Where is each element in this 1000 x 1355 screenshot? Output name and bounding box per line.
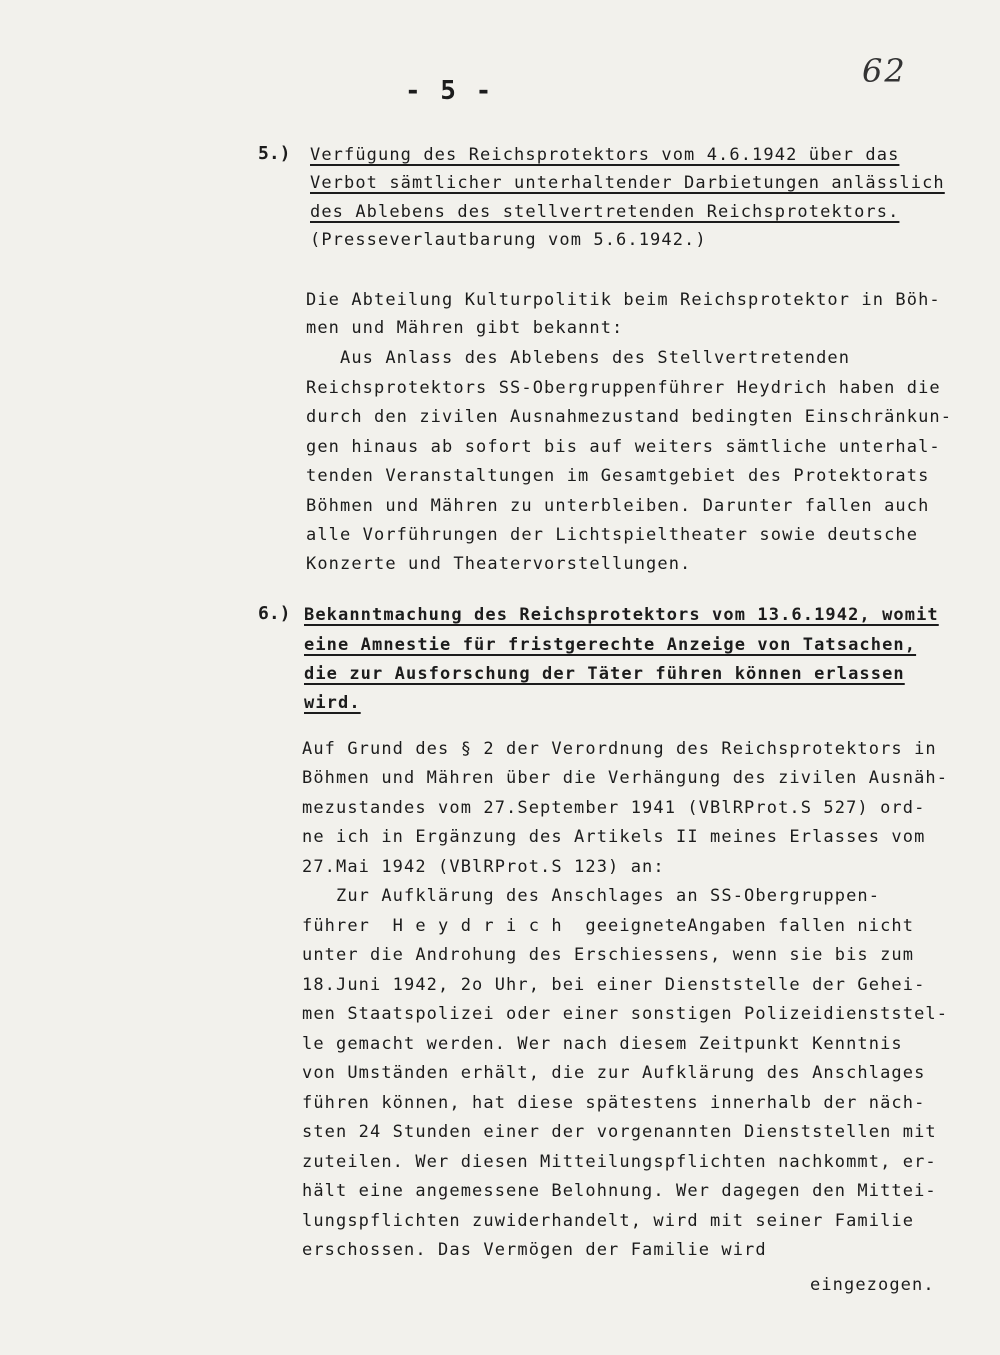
section-6-title-line: wird.	[304, 693, 361, 713]
section-5-number: 5.)	[258, 143, 291, 164]
section-6-body-line: Zur Aufklärung des Anschlages an SS-Obergruppen-	[302, 886, 881, 906]
section-6-intro-line: 27.Mai 1942 (VBlRProt.S 123) an:	[302, 857, 665, 877]
section-5-body-line: tenden Veranstaltungen im Gesamtgebiet des Protektorats	[306, 466, 930, 486]
section-5-intro-line: Die Abteilung Kulturpolitik beim Reichsprotektor in Böh-	[306, 290, 941, 310]
section-6-body-line: zuteilen. Wer diesen Mitteilungspflichten nachkommt, er-	[302, 1152, 937, 1172]
section-5-title-line: des Ablebens des stellvertretenden Reichsprotektors.	[310, 202, 900, 222]
section-5-title-line: Verbot sämtlicher unterhaltender Darbietungen anlässlich	[310, 173, 945, 193]
section-5-intro-line: men und Mähren gibt bekannt:	[306, 318, 624, 338]
section-6-title-line: Bekanntmachung des Reichsprotektors vom 13.6.1942, womit	[304, 605, 939, 625]
section-6-body-line: le gemacht werden. Wer nach diesem Zeitpunkt Kenntnis	[302, 1034, 903, 1054]
section-6-body-line: führer H e y d r i c h geeigneteAngaben fallen nicht	[302, 916, 915, 936]
section-6-intro-line: mezustandes vom 27.September 1941 (VBlRProt.S 527) ord-	[302, 798, 926, 818]
section-5-body-line: alle Vorführungen der Lichtspieltheater sowie deutsche	[306, 525, 919, 545]
section-6-intro-line: Auf Grund des § 2 der Verordnung des Reichsprotektors in	[302, 739, 937, 759]
archive-number: 62	[862, 52, 907, 90]
section-6-final-word: eingezogen.	[810, 1275, 935, 1295]
section-6-body-line: erschossen. Das Vermögen der Familie wird	[302, 1240, 767, 1260]
section-6-body-line: von Umständen erhält, die zur Aufklärung des Anschlages	[302, 1063, 926, 1083]
section-6-intro-line: Böhmen und Mähren über die Verhängung des zivilen Ausnäh-	[302, 768, 949, 788]
page-number: - 5 -	[405, 76, 494, 106]
section-6-body-line: hält eine angemessene Belohnung. Wer dagegen den Mittei-	[302, 1181, 937, 1201]
section-5-body-line: gen hinaus ab sofort bis auf weiters sämtliche unterhal-	[306, 437, 941, 457]
section-6-title-line: die zur Ausforschung der Täter führen können erlassen	[304, 664, 905, 684]
section-6-body-line: unter die Androhung des Erschiessens, wenn sie bis zum	[302, 945, 915, 965]
section-5-body-line: Böhmen und Mähren zu unterbleiben. Darunter fallen auch	[306, 496, 930, 516]
section-6-body-line: sten 24 Stunden einer der vorgenannten Dienststellen mit	[302, 1122, 937, 1142]
section-5-body-line: Aus Anlass des Ablebens des Stellvertretenden	[306, 348, 851, 368]
section-5-body-line: durch den zivilen Ausnahmezustand bedingten Einschränkun-	[306, 407, 953, 427]
section-5-body-line: Reichsprotektors SS-Obergruppenführer Heydrich haben die	[306, 378, 941, 398]
section-6-body-line: 18.Juni 1942, 2o Uhr, bei einer Dienststelle der Gehei-	[302, 975, 926, 995]
section-5-body-line: Konzerte und Theatervorstellungen.	[306, 554, 692, 574]
section-6-title-line: eine Amnestie für fristgerechte Anzeige von Tatsachen,	[304, 635, 917, 655]
section-6-intro-line: ne ich in Ergänzung des Artikels II meines Erlasses vom	[302, 827, 926, 847]
section-5-title-line: Verfügung des Reichsprotektors vom 4.6.1942 über das	[310, 145, 900, 165]
section-6-body-line: men Staatspolizei oder einer sonstigen Polizeidienststel-	[302, 1004, 949, 1024]
section-5-press-note: (Presseverlautbarung vom 5.6.1942.)	[310, 230, 707, 250]
section-6-body-line: führen können, hat diese spätestens innerhalb der näch-	[302, 1093, 926, 1113]
section-6-number: 6.)	[258, 603, 291, 624]
section-6-body-line: lungspflichten zuwiderhandelt, wird mit seiner Familie	[302, 1211, 915, 1231]
